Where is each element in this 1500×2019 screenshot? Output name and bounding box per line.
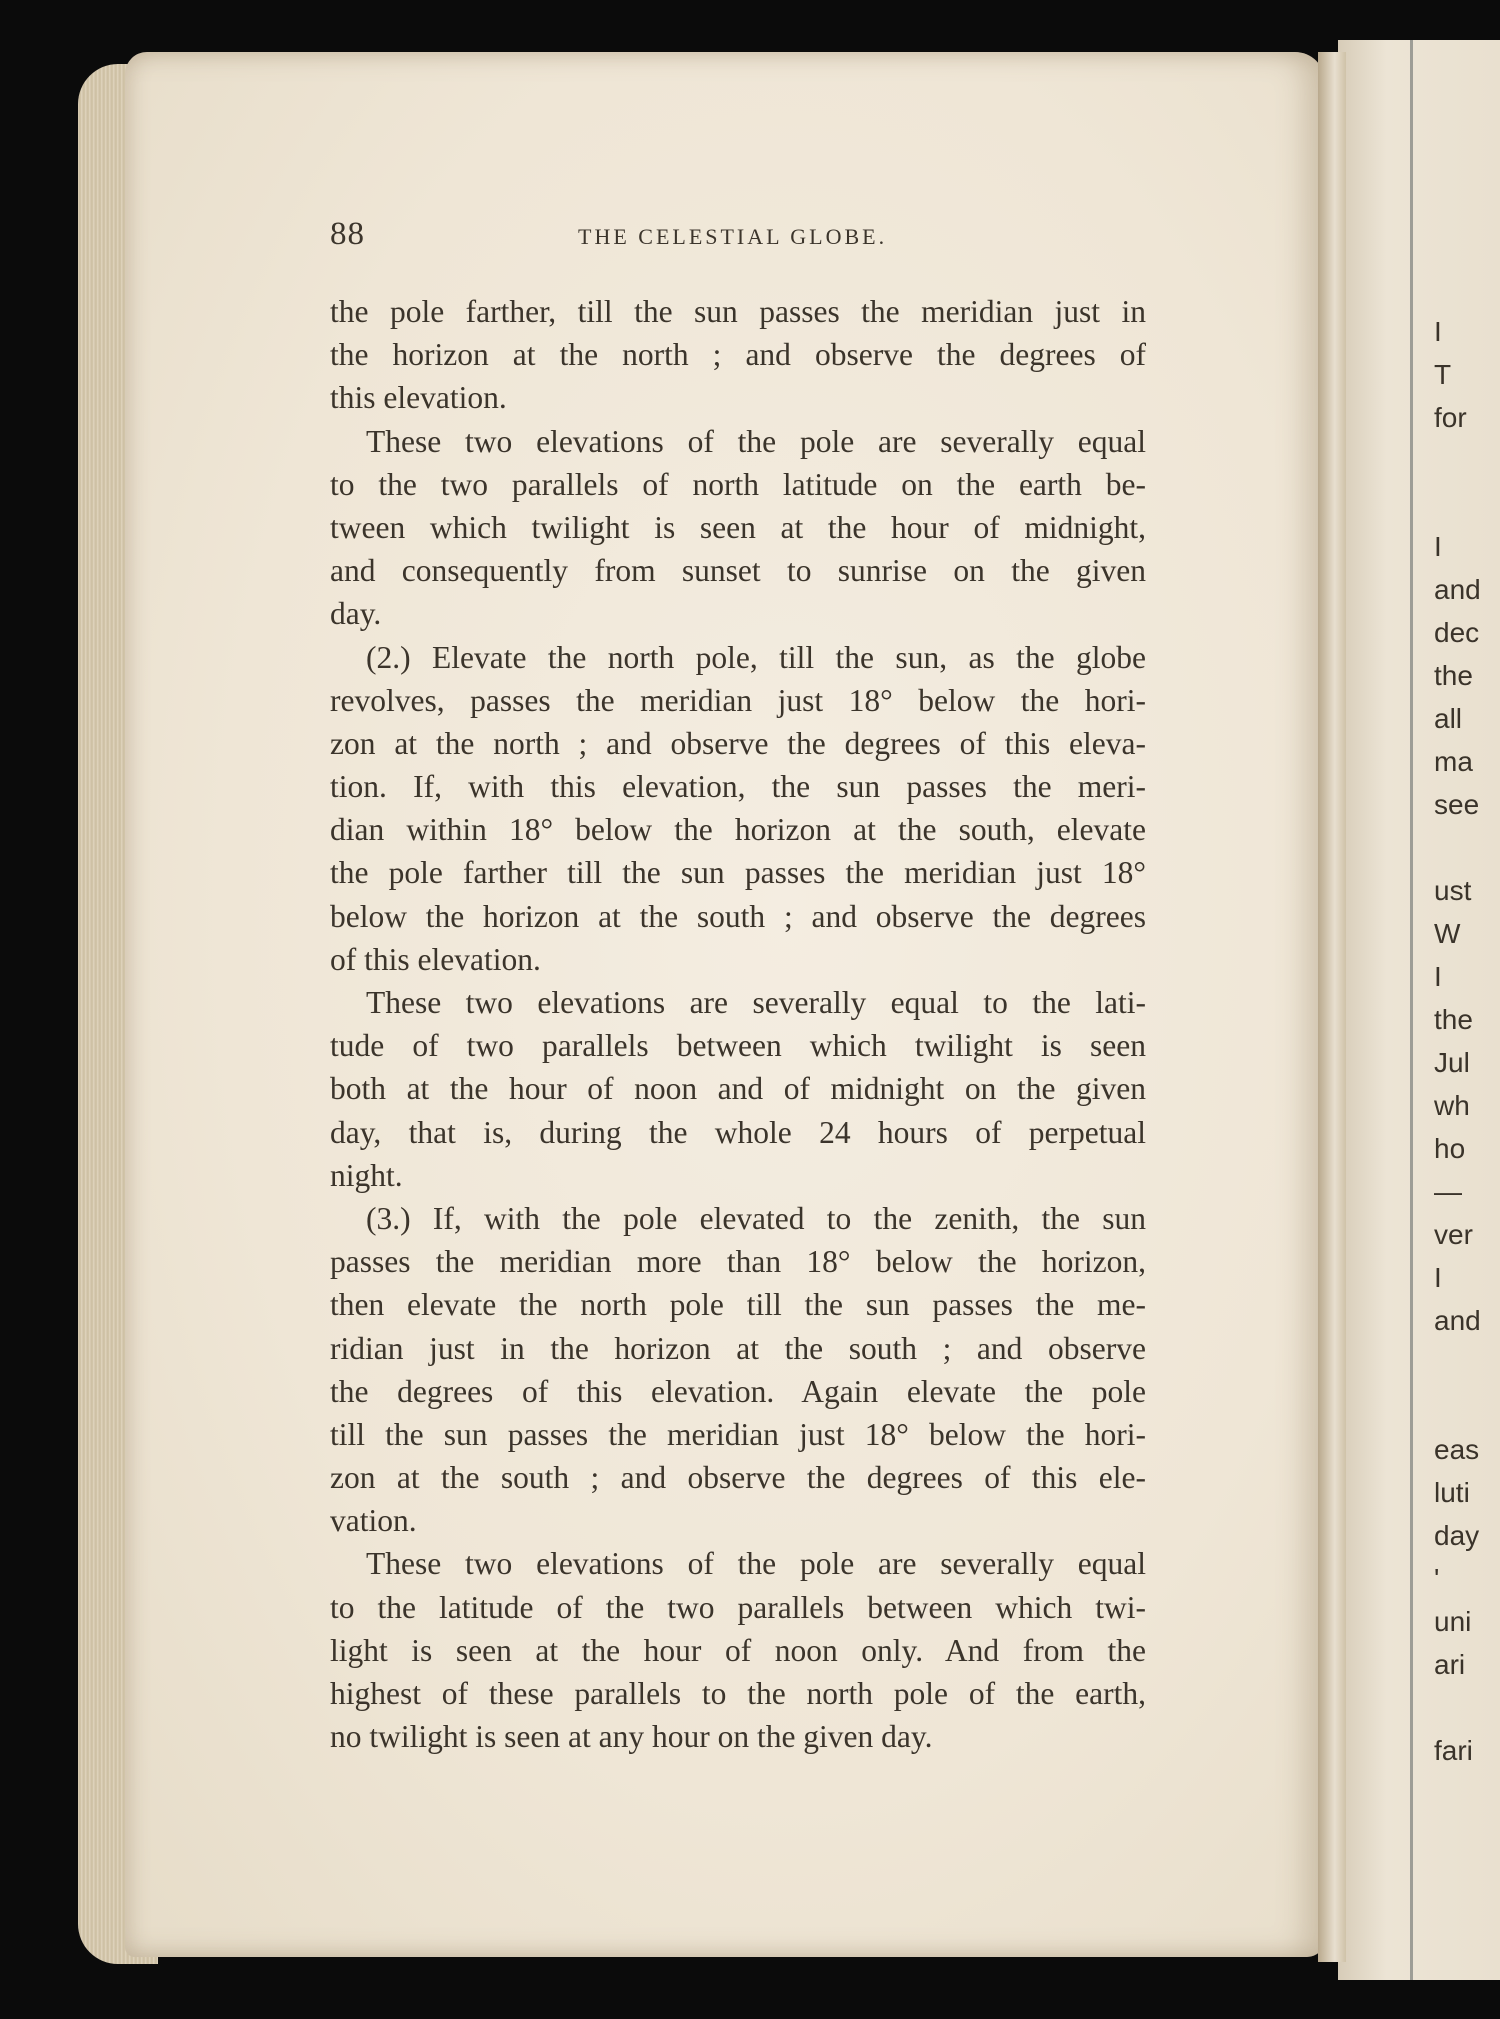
facing-page-fragment: uni (1434, 1606, 1472, 1637)
facing-page-fragment: W (1434, 918, 1461, 949)
facing-page (1338, 40, 1500, 1980)
facing-page-fragment (1434, 1342, 1500, 1385)
text-line: to the latitude of the two parallels between which twi- (330, 1589, 1146, 1625)
facing-page-fragment (1434, 482, 1500, 525)
text-line: night. (330, 1157, 403, 1193)
text-line: day. (330, 596, 382, 632)
text-line: then elevate the north pole till the sun passes the me- (330, 1287, 1146, 1323)
facing-page-fragment (1434, 826, 1500, 869)
gutter (1318, 52, 1346, 1962)
text-line: ridian just in the horizon at the south ; and observe (330, 1330, 1146, 1366)
paragraph (330, 1542, 1146, 1758)
text-line: the degrees of this elevation. Again elevate the pole (330, 1373, 1146, 1409)
text-line: day, that is, during the whole 24 hours of perpetual (330, 1114, 1146, 1150)
text-line: the pole farther till the sun passes the meridian just 18° (330, 855, 1146, 891)
facing-page-fragment: luti (1434, 1477, 1470, 1508)
facing-page-fragment (1434, 1385, 1500, 1428)
running-head: THE CELESTIAL GLOBE. (578, 224, 888, 249)
paragraph (330, 636, 1146, 982)
facing-page-fragment: ' (1434, 1563, 1440, 1594)
facing-page-text (1434, 310, 1500, 1772)
text-line: (2.) Elevate the north pole, till the sun, as the globe (366, 639, 1146, 675)
facing-page-fragment (1434, 439, 1500, 482)
paragraph (330, 420, 1146, 636)
text-line: zon at the north ; and observe the degrees of this eleva- (330, 725, 1146, 761)
text-line: (3.) If, with the pole elevated to the zenith, the sun (366, 1200, 1146, 1236)
text-line: tude of two parallels between which twilight is seen (330, 1028, 1146, 1064)
text-line: tion. If, with this elevation, the sun passes the meri- (330, 769, 1146, 805)
facing-page-fragment: I (1434, 316, 1442, 347)
body-text (330, 290, 1146, 1758)
facing-page-fragment: for (1434, 402, 1467, 433)
text-line: of this elevation. (330, 941, 541, 977)
facing-page-fragment: ma (1434, 746, 1473, 777)
text-line: zon at the south ; and observe the degrees of this ele- (330, 1460, 1146, 1496)
text-line: revolves, passes the meridian just 18° below the hori- (330, 682, 1146, 718)
facing-page-fragment (1434, 1686, 1500, 1729)
text-line: no twilight is seen at any hour on the given day. (330, 1719, 933, 1755)
facing-page-fragment: ari (1434, 1649, 1466, 1680)
facing-page-fragment: the (1434, 660, 1473, 691)
facing-page-fragment: Jul (1434, 1047, 1470, 1078)
facing-page-fragment: — (1434, 1176, 1462, 1207)
facing-page-fragment: all (1434, 703, 1463, 734)
text-line: These two elevations of the pole are severally equal (366, 423, 1146, 459)
text-line: this elevation. (330, 380, 507, 416)
text-line: below the horizon at the south ; and observe the degrees (330, 898, 1146, 934)
text-line: light is seen at the hour of noon only. And from the (330, 1632, 1146, 1668)
paragraph (330, 1197, 1146, 1543)
facing-page-fragment: and (1434, 1305, 1481, 1336)
text-line: to the two parallels of north latitude on the earth be- (330, 466, 1146, 502)
facing-page-fragment: ho (1434, 1133, 1466, 1164)
facing-page-fragment: I (1434, 1262, 1442, 1293)
text-line: tween which twilight is seen at the hour of midnight, (330, 509, 1146, 545)
text-line: passes the meridian more than 18° below the horizon, (330, 1244, 1146, 1280)
page-header (330, 216, 1150, 268)
facing-page-fragment: wh (1434, 1090, 1470, 1121)
page-number: 88 (330, 216, 365, 252)
facing-page-fragment: I (1434, 961, 1442, 992)
text-line: highest of these parallels to the north pole of the earth, (330, 1676, 1146, 1711)
facing-page-fragment: dec (1434, 617, 1480, 648)
text-line: and consequently from sunset to sunrise on the given (330, 553, 1146, 589)
facing-page-fragment: fari (1434, 1735, 1473, 1766)
facing-page-fragment: T (1434, 359, 1452, 390)
facing-page-fragment: eas (1434, 1434, 1480, 1465)
text-line: till the sun passes the meridian just 18° below the hori- (330, 1416, 1146, 1452)
text-line: both at the hour of noon and of midnight on the given (330, 1071, 1146, 1107)
facing-page-fragment: see (1434, 789, 1480, 820)
text-line: These two elevations are severally equal to the lati- (366, 985, 1146, 1020)
facing-page-fragment: ver (1434, 1219, 1473, 1250)
text-line: These two elevations of the pole are severally equal (366, 1546, 1146, 1582)
text-line: dian within 18° below the horizon at the south, elevate (330, 812, 1146, 848)
facing-page-fragment: I (1434, 531, 1442, 562)
text-line: the horizon at the north ; and observe the degrees of (330, 337, 1146, 373)
paragraph (330, 290, 1146, 420)
facing-page-fragment: day (1434, 1520, 1480, 1551)
facing-page-fragment: ust (1434, 875, 1472, 906)
facing-page-fragment: and (1434, 574, 1481, 605)
facing-page-rule (1410, 40, 1413, 1980)
paragraph (330, 981, 1146, 1197)
text-line: the pole farther, till the sun passes the meridian just in (330, 294, 1146, 329)
facing-page-fragment: the (1434, 1004, 1473, 1035)
text-line: vation. (330, 1503, 417, 1539)
